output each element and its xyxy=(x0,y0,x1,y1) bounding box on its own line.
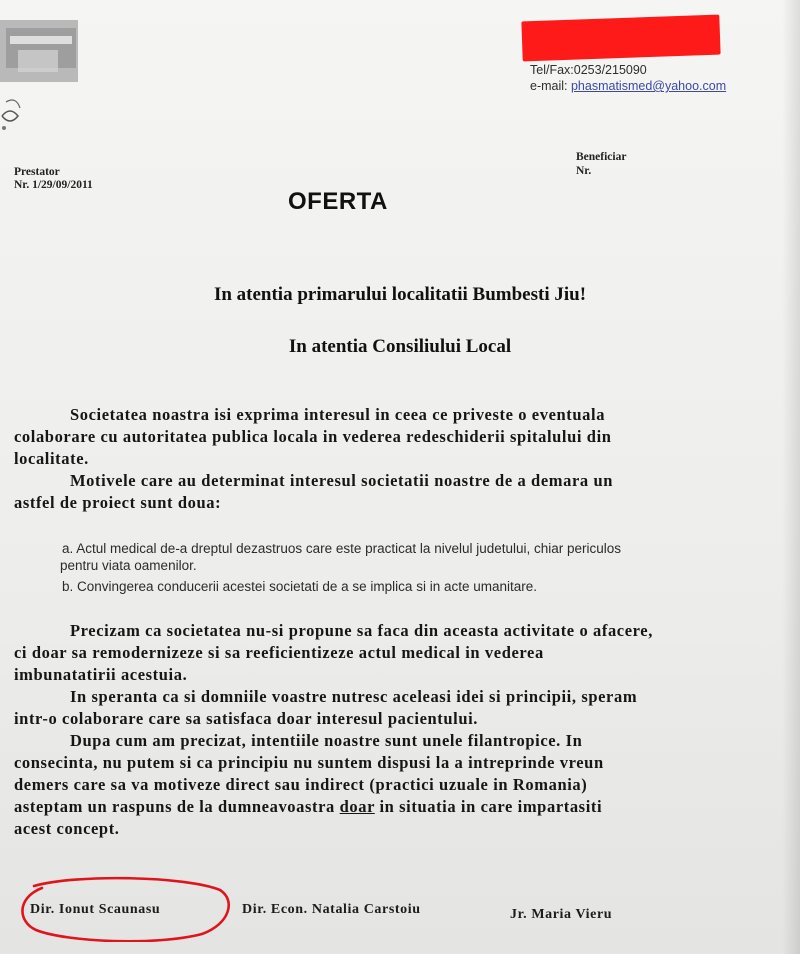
text-line: consecinta, nu putem si ca principiu nu suntem dispusi la a intreprinde vreun xyxy=(14,753,604,772)
contact-email-label: e-mail: xyxy=(530,79,571,93)
page-shadow xyxy=(782,0,800,954)
beneficiar-block xyxy=(576,150,626,178)
paragraph-purpose xyxy=(14,620,774,840)
signature-director: Dir. Ionut Scaunasu xyxy=(30,902,161,917)
text-line: Societatea noastra isi exprima interesul in ceea ce priveste o eventuala xyxy=(70,405,606,424)
text-line: Dupa cum am precizat, intentiile noastre sunt unele filantropice. In xyxy=(70,731,583,750)
signature-economic-director: Dir. Econ. Natalia Carstoiu xyxy=(242,902,421,917)
text-span: in situatia in care impartasiti xyxy=(374,797,603,816)
prestator-label: Prestator xyxy=(14,166,60,178)
text-line: localitate. xyxy=(14,449,89,468)
attention-council: In atentia Consiliului Local xyxy=(288,336,512,357)
list-item-a xyxy=(62,540,772,574)
beneficiar-label: Beneficiar xyxy=(576,151,627,163)
text-line: ci doar sa remodernizeze si sa reeficientizeze actul medical in vederea xyxy=(14,643,544,662)
attention-mayor: In atentia primarului localitatii Bumbesti Jiu! xyxy=(213,284,587,305)
text-line: a. Actul medical de-a dreptul dezastruos care este practicat la nivelul judetului, chiar periculos xyxy=(62,541,622,556)
prestator-number: Nr. 1/29/09/2011 xyxy=(14,179,93,191)
company-logo-icon xyxy=(0,20,78,132)
signature-legal: Jr. Maria Vieru xyxy=(510,907,613,922)
text-line: demers care sa va motiveze direct sau indirect (practici uzuale in Romania) xyxy=(14,775,588,794)
contact-info xyxy=(530,62,726,94)
paragraph-interest xyxy=(14,404,774,514)
text-line: b. Convingerea conducerii acestei societati de a se implica si in acte umanitare. xyxy=(62,579,537,594)
prestator-block xyxy=(14,166,93,192)
text-line: Precizam ca societatea nu-si propune sa faca din aceasta activitate o afacere, xyxy=(70,621,653,640)
contact-email-link[interactable]: phasmatismed@yahoo.com xyxy=(570,79,727,93)
text-line: imbunatatirii acestuia. xyxy=(14,665,188,684)
underlined-word: doar xyxy=(339,797,375,816)
text-line: acest concept. xyxy=(14,819,120,838)
text-line: In speranta ca si domniile voastre nutresc aceleasi idei si principii, speram xyxy=(70,687,638,706)
text-span: asteptam un raspuns de la dumneavoastra xyxy=(14,797,340,816)
beneficiar-number: Nr. xyxy=(576,165,592,177)
redacted-name-block xyxy=(521,15,720,62)
text-line: colaborare cu autoritatea publica locala in vederea redeschiderii spitalului din xyxy=(14,427,612,446)
text-line: intr-o colaborare care sa satisfaca doar interesul pacientului. xyxy=(14,709,479,728)
contact-email-line xyxy=(530,78,726,94)
contact-tel: Tel/Fax:0253/215090 xyxy=(530,63,647,77)
list-item-b xyxy=(62,578,772,595)
text-line: Motivele care au determinat interesul societatii noastre de a demara un xyxy=(70,471,614,490)
document-title: OFERTA xyxy=(288,188,388,215)
text-line: pentru viata oamenilor. xyxy=(60,558,197,573)
text-line: astfel de proiect sunt doua: xyxy=(14,493,222,512)
text-line xyxy=(14,796,774,818)
